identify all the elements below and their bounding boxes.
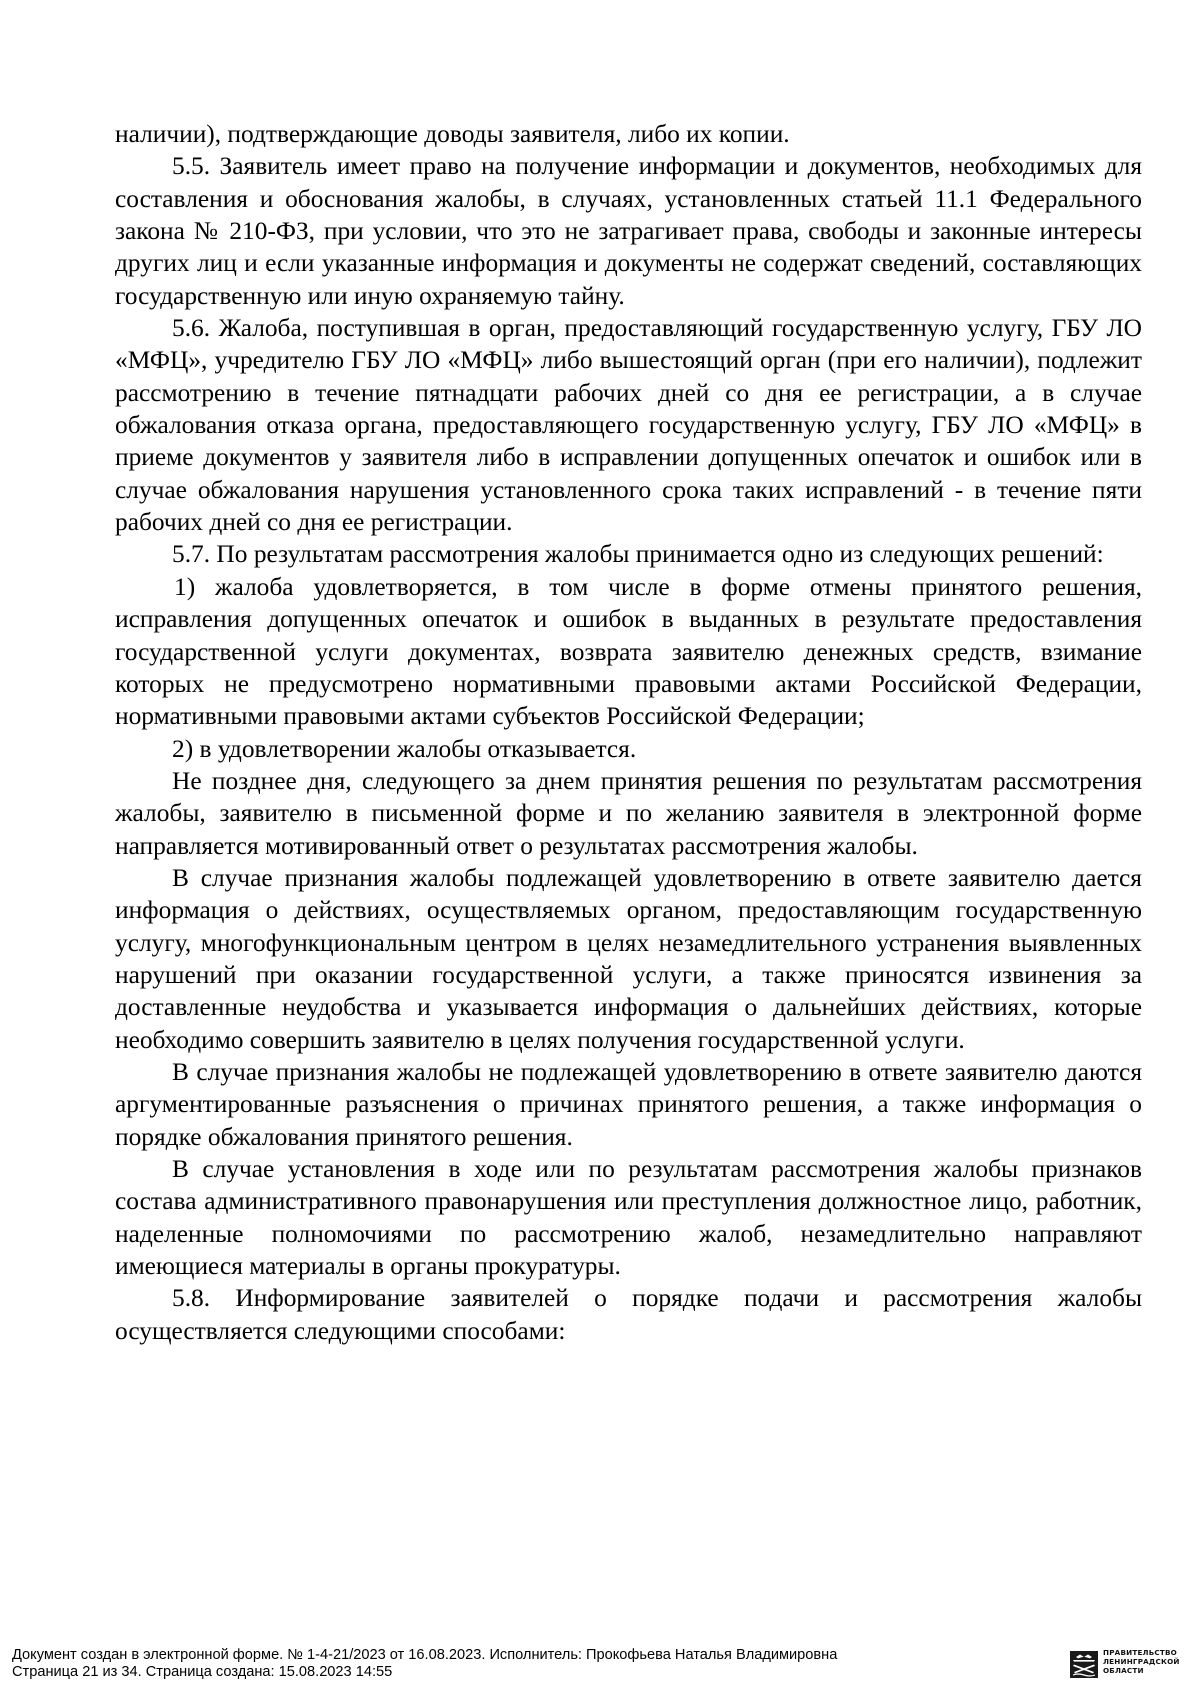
logo-text-line-2: ЛЕНИНГРАДСКОЙ [1103,1657,1180,1666]
leningrad-oblast-emblem-icon [1070,1651,1098,1678]
footer-document-info: Документ создан в электронной форме. № 1-4-21/2023 от 16.08.2023. Исполнитель: Прокофьева Наталья Владимировна [12,1647,838,1663]
paragraph-response-deadline: Не позднее дня, следующего за днем принятия решения по результатам рассмотрения жалобы, заявителю в письменной форме и по желанию заявителя в электронной форме направляется мотивированный ответ о результатах рассмотрения жалобы. [115,766,1142,860]
logo-text [1103,1648,1180,1675]
paragraph-complaint-rejected: В случае признания жалобы не подлежащей удовлетворению в ответе заявителю даются аргументированные разъяснения о причинах принятого решения, а также информация о порядке обжалования принятого решения. [115,1057,1142,1151]
government-logo [1070,1647,1196,1683]
logo-text-line-1: ПРАВИТЕЛЬСТВО [1103,1648,1177,1657]
logo-text-line-3: ОБЛАСТИ [1103,1666,1144,1675]
paragraph-continuation: наличии), подтверждающие доводы заявителя, либо их копии. [115,120,790,148]
document-footer [12,1647,1012,1681]
list-item-2: 2) в удовлетворении жалобы отказывается. [172,734,637,763]
paragraph-5-5: 5.5. Заявитель имеет право на получение информации и документов, необходимых для составления и обоснования жалобы, в случаях, установленных статьей 11.1 Федерального закона № 210-ФЗ, при условии, что это не затрагивает права, свободы и законные интересы других лиц и если указанные информация и документы не содержат сведений, составляющих государственную или иную охраняемую тайну. [115,152,1142,310]
paragraph-prosecution: В случае установления в ходе или по результатам рассмотрения жалобы признаков состава административного правонарушения или преступления должностное лицо, работник, наделенные полномочиями по рассмотрению жалоб, незамедлительно направляют имеющиеся материалы в органы прокуратуры. [115,1155,1142,1281]
list-item-1: 1) жалоба удовлетворяется, в том числе в форме отмены принятого решения, исправления допущенных опечаток и ошибок в выданных в результате предоставления государственной услуги документах, возврата заявителю денежных средств, взимание которых не предусмотрено нормативными правовыми актами Российской Федерации, нормативными правовыми актами субъектов Российской Федерации; [115,572,1142,731]
document-body [115,118,1142,1347]
paragraph-complaint-satisfied: В случае признания жалобы подлежащей удовлетворению в ответе заявителю дается информация о действиях, осуществляемых органом, предоставляющим государственную услугу, многофункциональным центром в целях незамедлительного устранения выявленных нарушений при оказании государственной услуги, а также приносятся извинения за доставленные неудобства и указывается информация о дальнейших действиях, которые необходимо совершить заявителю в целях получения государственной услуги. [115,863,1142,1054]
paragraph-5-7: 5.7. По результатам рассмотрения жалобы принимается одно из следующих решений: [172,540,1104,569]
paragraph-5-6: 5.6. Жалоба, поступившая в орган, предоставляющий государственную услугу, ГБУ ЛО «МФЦ», учредителю ГБУ ЛО «МФЦ» либо вышестоящий орган (при его наличии), подлежит рассмотрению в течение пятнадцати рабочих дней со дня ее регистрации, а в случае обжалования отказа органа, предоставляющего государственную услугу, ГБУ ЛО «МФЦ» в приеме документов у заявителя либо в исправлении допущенных опечаток и ошибок или в случае обжалования нарушения установленного срока таких исправлений - в течение пяти рабочих дней со дня ее регистрации. [115,314,1142,537]
paragraph-5-8: 5.8. Информирование заявителей о порядке подачи и рассмотрения жалобы осуществляется следующими способами: [115,1284,1142,1345]
footer-page-info: Страница 21 из 34. Страница создана: 15.08.2023 14:55 [12,1664,393,1680]
